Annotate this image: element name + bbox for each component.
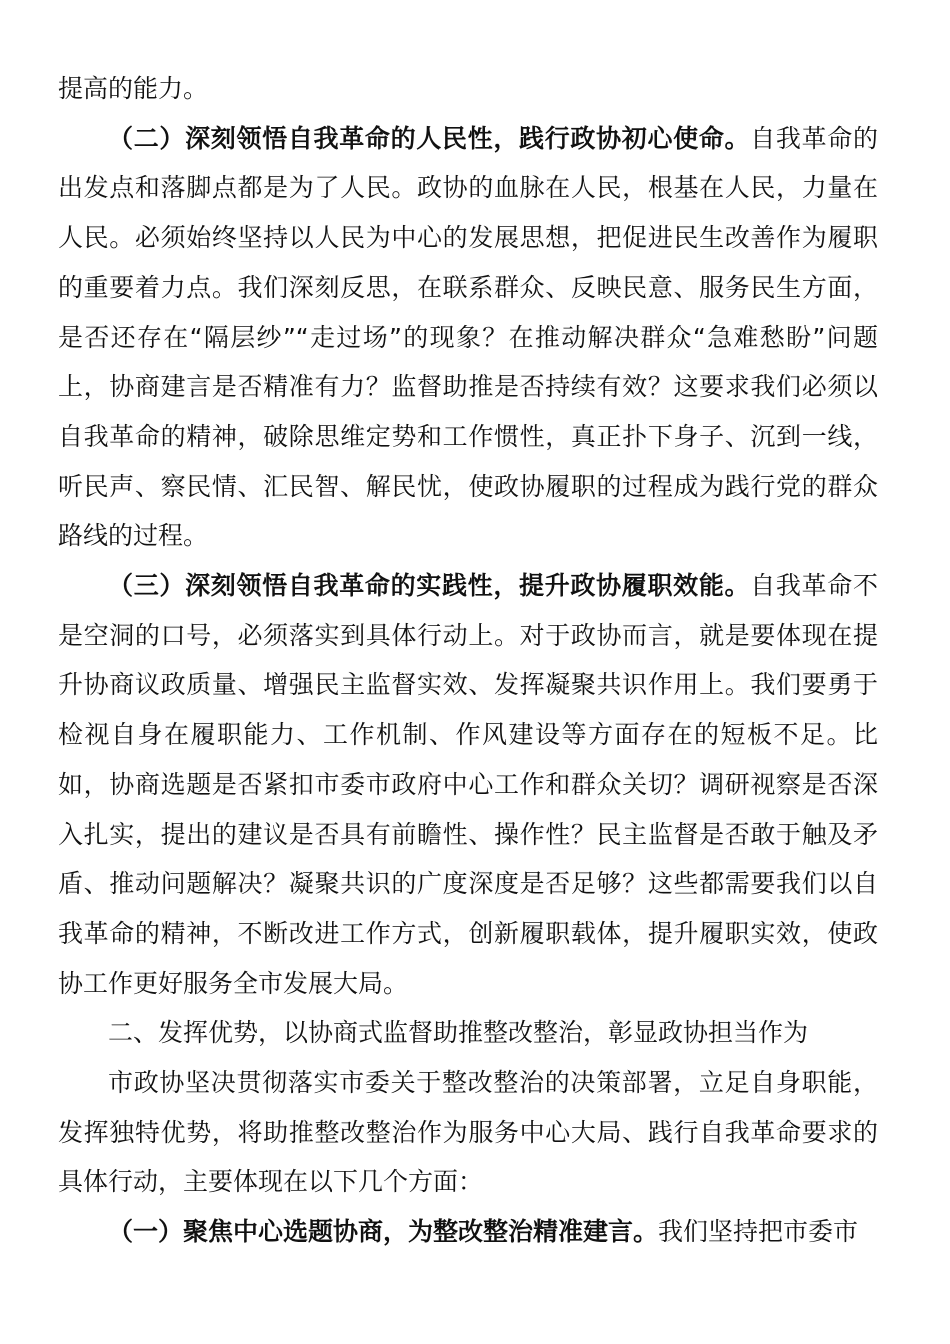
document-body — [58, 64, 878, 1257]
section-heading-2 — [58, 1008, 878, 1058]
paragraph-subsection-1 — [58, 1207, 878, 1257]
paragraph-intro — [58, 1058, 878, 1207]
paragraph-text: 提高的能力。 — [58, 74, 209, 103]
paragraph-heading: （一）聚焦中心选题协商，为整改整治精准建言。 — [108, 1217, 659, 1247]
paragraph-heading: （三）深刻领悟自我革命的实践性，提升政协履职效能。 — [108, 571, 751, 601]
paragraph-section-2 — [58, 114, 878, 561]
paragraph-text: 自我革命的出发点和落脚点都是为了人民。政协的血脉在人民，根基在人民，力量在人民。必须始终坚持以人民为中心的发展思想，把促进民生改善作为履职的重要着力点。我们深刻反思，在联系群众、反映民意、服务民生方面，是否还存在“隔层纱”“走过场”的现象？在推动解决群众“急难愁盼”问题上，协商建言是否精准有力？监督助推是否持续有效？这要求我们必须以自我革命的精神，破除思维定势和工作惯性，真正扑下身子、沉到一线，听民声、察民情、汇民智、解民忧，使政协履职的过程成为践行党的群众路线的过程。 — [58, 123, 878, 551]
paragraph-continuation — [58, 64, 878, 114]
paragraph-section-3 — [58, 561, 878, 1008]
paragraph-text: 二、发挥优势，以协商式监督助推整改整治，彰显政协担当作为 — [108, 1018, 809, 1048]
paragraph-heading: （二）深刻领悟自我革命的人民性，践行政协初心使命。 — [108, 123, 751, 153]
paragraph-text: 自我革命不是空洞的口号，必须落实到具体行动上。对于政协而言，就是要体现在提升协商议政质量、增强民主监督实效、发挥凝聚共识作用上。我们要勇于检视自身在履职能力、工作机制、作风建设等方面存在的短板不足。比如，协商选题是否紧扣市委市政府中心工作和群众关切？调研视察是否深入扎实，提出的建议是否具有前瞻性、操作性？民主监督是否敢于触及矛盾、推动问题解决？凝聚共识的广度深度是否足够？这些都需要我们以自我革命的精神，不断改进工作方式，创新履职载体，提升履职实效，使政协工作更好服务全市发展大局。 — [58, 571, 878, 998]
paragraph-text: 我们坚持把市委市 — [658, 1217, 859, 1247]
paragraph-text: 市政协坚决贯彻落实市委关于整改整治的决策部署，立足自身职能，发挥独特优势，将助推整改整治作为服务中心大局、践行自我革命要求的具体行动，主要体现在以下几个方面： — [58, 1068, 878, 1197]
